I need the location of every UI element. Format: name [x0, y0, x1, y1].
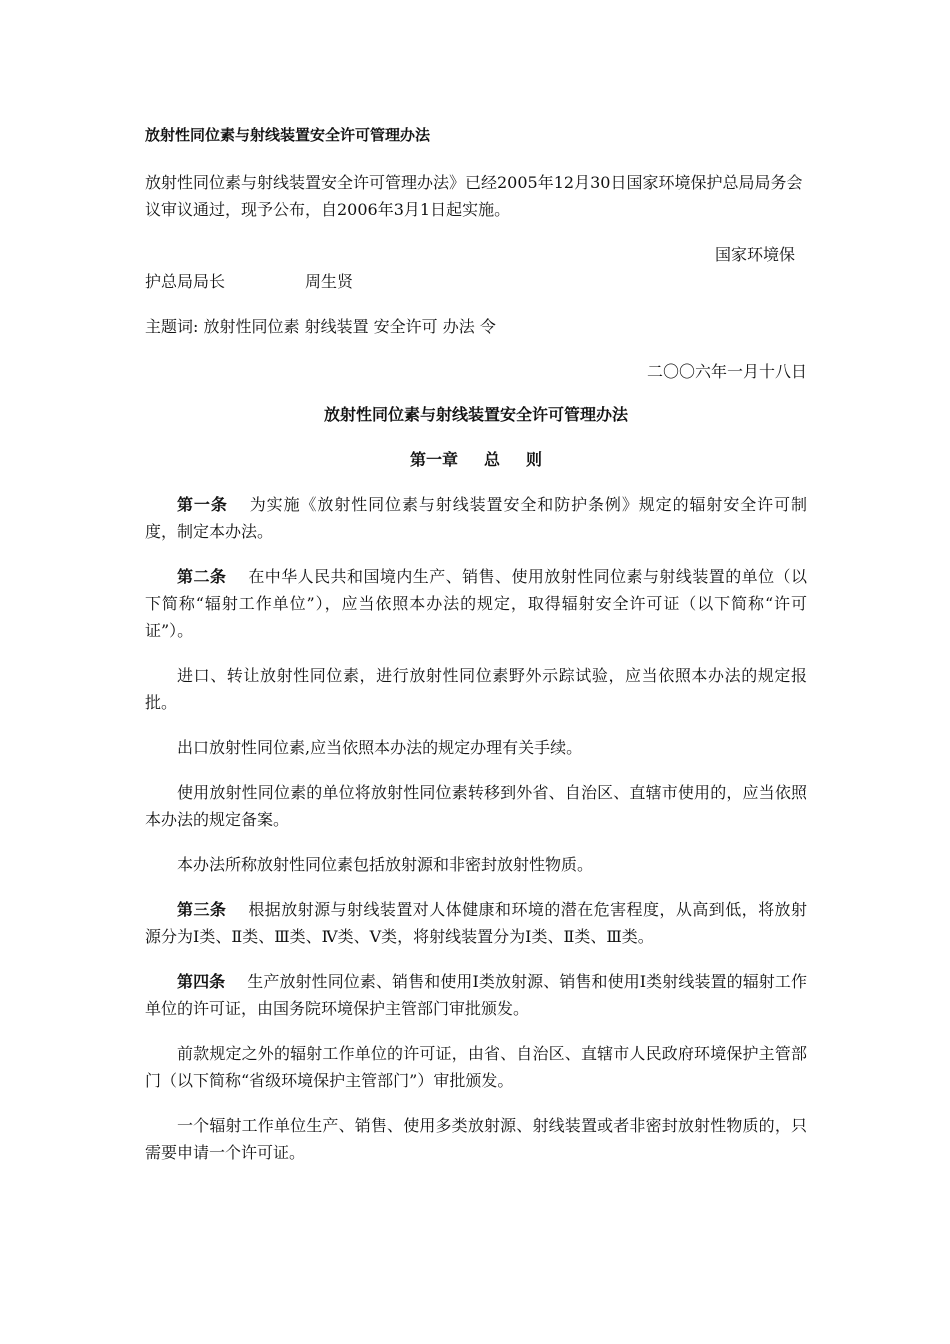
signature-org-part1: 国家环境保 — [714, 245, 795, 264]
keywords: 主题词: 放射性同位素 射线装置 安全许可 办法 令 — [145, 317, 496, 336]
header-title: 放射性同位素与射线装置安全许可管理办法 — [145, 126, 431, 144]
article-paragraph — [145, 1040, 807, 1094]
chapter-title-a: 总 — [483, 450, 500, 469]
article-paragraph — [145, 662, 807, 716]
article-paragraph — [145, 491, 807, 545]
article-text: 出口放射性同位素,应当依照本办法的规定办理有关手续。 — [177, 738, 583, 757]
article-text: 进口、转让放射性同位素，进行放射性同位素野外示踪试验，应当依照本办法的规定报批。 — [145, 666, 807, 712]
article-paragraph — [145, 896, 807, 950]
issue-date: 二〇〇六年一月十八日 — [646, 362, 807, 381]
article-paragraph — [145, 779, 807, 833]
article-paragraph — [145, 968, 807, 1022]
article-text: 使用放射性同位素的单位将放射性同位素转移到外省、自治区、直辖市使用的，应当依照本办法的规定备案。 — [145, 783, 807, 829]
signature-line — [145, 268, 807, 295]
article-paragraph — [145, 734, 807, 761]
article-text: 本办法所称放射性同位素包括放射源和非密封放射性物质。 — [177, 855, 594, 874]
chapter-heading — [145, 446, 807, 473]
article-text: 前款规定之外的辐射工作单位的许可证，由省、自治区、直辖市人民政府环境保护主管部门（以下简称“省级环境保护主管部门”）审批颁发。 — [145, 1044, 807, 1090]
article-paragraph — [145, 563, 807, 644]
article-label: 第二条 — [177, 567, 227, 586]
document-title: 放射性同位素与射线装置安全许可管理办法 — [323, 405, 628, 424]
chapter-title-b: 则 — [526, 450, 543, 469]
document-body — [145, 122, 807, 1184]
articles-list — [145, 491, 807, 1166]
article-label: 第四条 — [177, 972, 226, 991]
article-text: 根据放射源与射线装置对人体健康和环境的潜在危害程度，从高到低，将放射源分为Ⅰ类、Ⅱ类、Ⅲ类、Ⅳ类、Ⅴ类，将射线装置分为Ⅰ类、Ⅱ类、Ⅲ类。 — [145, 900, 807, 946]
announcement: 放射性同位素与射线装置安全许可管理办法》已经2005年12月30日国家环境保护总局局务会议审议通过，现予公布，自2006年3月1日起实施。 — [145, 173, 803, 219]
signature-name: 周生贤 — [305, 272, 354, 291]
article-paragraph — [145, 851, 807, 878]
article-label: 第一条 — [177, 495, 228, 514]
chapter-number: 第一章 — [409, 450, 458, 469]
article-text: 为实施《放射性同位素与射线装置安全和防护条例》规定的辐射安全许可制度，制定本办法。 — [145, 495, 807, 541]
article-label: 第三条 — [177, 900, 227, 919]
article-text: 在中华人民共和国境内生产、销售、使用放射性同位素与射线装置的单位（以下简称“辐射工作单位”），应当依照本办法的规定，取得辐射安全许可证（以下简称“许可证”）。 — [145, 567, 807, 640]
article-paragraph — [145, 1112, 807, 1166]
article-text: 一个辐射工作单位生产、销售、使用多类放射源、射线装置或者非密封放射性物质的，只需要申请一个许可证。 — [145, 1116, 807, 1162]
article-text: 生产放射性同位素、销售和使用Ⅰ类放射源、销售和使用Ⅰ类射线装置的辐射工作单位的许可证，由国务院环境保护主管部门审批颁发。 — [145, 972, 807, 1018]
signature-org-part2: 护总局局长 — [145, 272, 226, 291]
